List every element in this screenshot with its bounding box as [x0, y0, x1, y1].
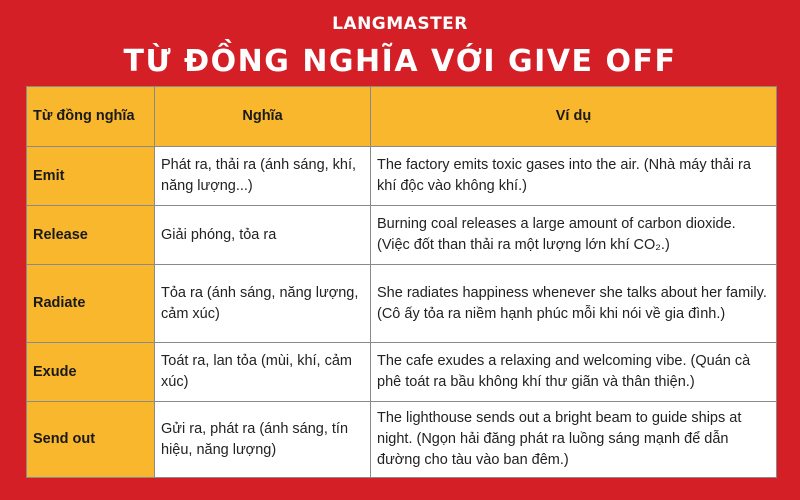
- row-example: The lighthouse sends out a bright beam to guide ships at night. (Ngọn hải đăng phát ra luồng sáng mạnh để dẫn đường cho tàu vào ban đêm.): [371, 402, 777, 478]
- row-example: The cafe exudes a relaxing and welcoming vibe. (Quán cà phê toát ra bầu không khí thư giãn và thân thiện.): [371, 343, 777, 402]
- table-header-row: [27, 87, 777, 147]
- row-meaning: Tỏa ra (ánh sáng, năng lượng, cảm xúc): [155, 265, 371, 343]
- row-meaning: Phát ra, thải ra (ánh sáng, khí, năng lượng...): [155, 147, 371, 206]
- row-meaning: Gửi ra, phát ra (ánh sáng, tín hiệu, năng lượng): [155, 402, 371, 478]
- synonyms-table: [26, 86, 777, 478]
- row-example: The factory emits toxic gases into the air. (Nhà máy thải ra khí độc vào không khí.): [371, 147, 777, 206]
- table-row: [27, 343, 777, 402]
- table-row: [27, 402, 777, 478]
- header-meaning: Nghĩa: [155, 87, 371, 147]
- header-example: Ví dụ: [371, 87, 777, 147]
- table-row: [27, 265, 777, 343]
- row-word: Exude: [27, 343, 155, 402]
- table-row: [27, 147, 777, 206]
- page-title: TỪ ĐỒNG NGHĨA VỚI GIVE OFF: [123, 44, 677, 79]
- row-word: Emit: [27, 147, 155, 206]
- row-example: She radiates happiness whenever she talks about her family. (Cô ấy tỏa ra niềm hạnh phúc mỗi khi nói về gia đình.): [371, 265, 777, 343]
- row-meaning: Toát ra, lan tỏa (mùi, khí, cảm xúc): [155, 343, 371, 402]
- brand-logo: LANGMASTER: [332, 14, 468, 34]
- row-word: Radiate: [27, 265, 155, 343]
- row-word: Release: [27, 206, 155, 265]
- row-example: Burning coal releases a large amount of carbon dioxide. (Việc đốt than thải ra một lượng lớn khí CO₂.): [371, 206, 777, 265]
- row-word: Send out: [27, 402, 155, 478]
- row-meaning: Giải phóng, tỏa ra: [155, 206, 371, 265]
- table-row: [27, 206, 777, 265]
- header-synonym: Từ đồng nghĩa: [27, 87, 155, 147]
